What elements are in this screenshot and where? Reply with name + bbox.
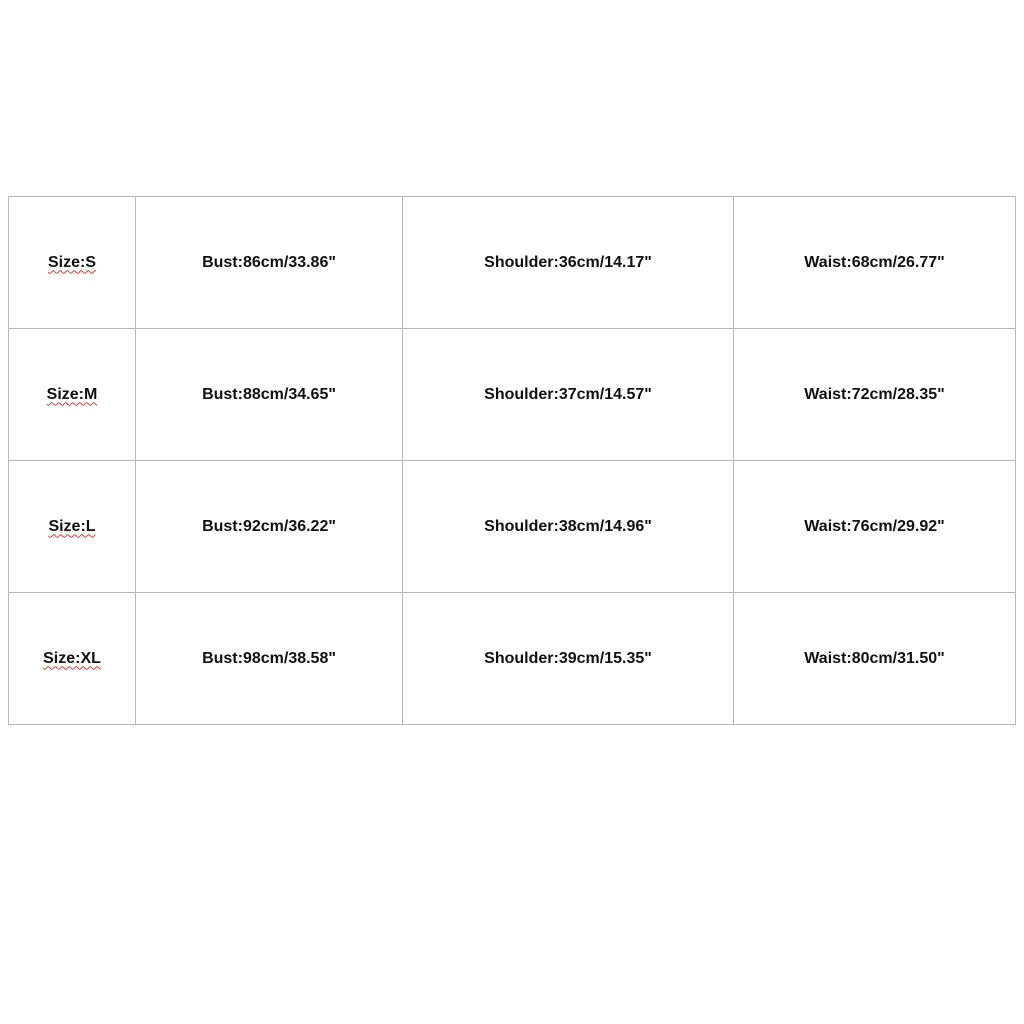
shoulder-cell: Shoulder:36cm/14.17" <box>403 197 734 329</box>
table-row <box>9 329 1016 461</box>
shoulder-cell: Shoulder:37cm/14.57" <box>403 329 734 461</box>
shoulder-cell: Shoulder:39cm/15.35" <box>403 593 734 725</box>
table-row <box>9 593 1016 725</box>
bust-cell: Bust:88cm/34.65" <box>136 329 403 461</box>
bust-cell: Bust:98cm/38.58" <box>136 593 403 725</box>
size-cell <box>9 461 136 593</box>
size-cell <box>9 197 136 329</box>
table-row <box>9 197 1016 329</box>
size-label: Size:L <box>48 517 96 535</box>
waist-cell: Waist:72cm/28.35" <box>734 329 1016 461</box>
waist-cell: Waist:68cm/26.77" <box>734 197 1016 329</box>
waist-cell: Waist:80cm/31.50" <box>734 593 1016 725</box>
table-row <box>9 461 1016 593</box>
waist-cell: Waist:76cm/29.92" <box>734 461 1016 593</box>
size-cell <box>9 593 136 725</box>
size-label: Size:M <box>46 385 98 403</box>
size-chart-table <box>8 196 1016 725</box>
bust-cell: Bust:86cm/33.86" <box>136 197 403 329</box>
shoulder-cell: Shoulder:38cm/14.96" <box>403 461 734 593</box>
size-cell <box>9 329 136 461</box>
size-label: Size:XL <box>43 649 101 667</box>
size-label: Size:S <box>47 253 96 271</box>
bust-cell: Bust:92cm/36.22" <box>136 461 403 593</box>
